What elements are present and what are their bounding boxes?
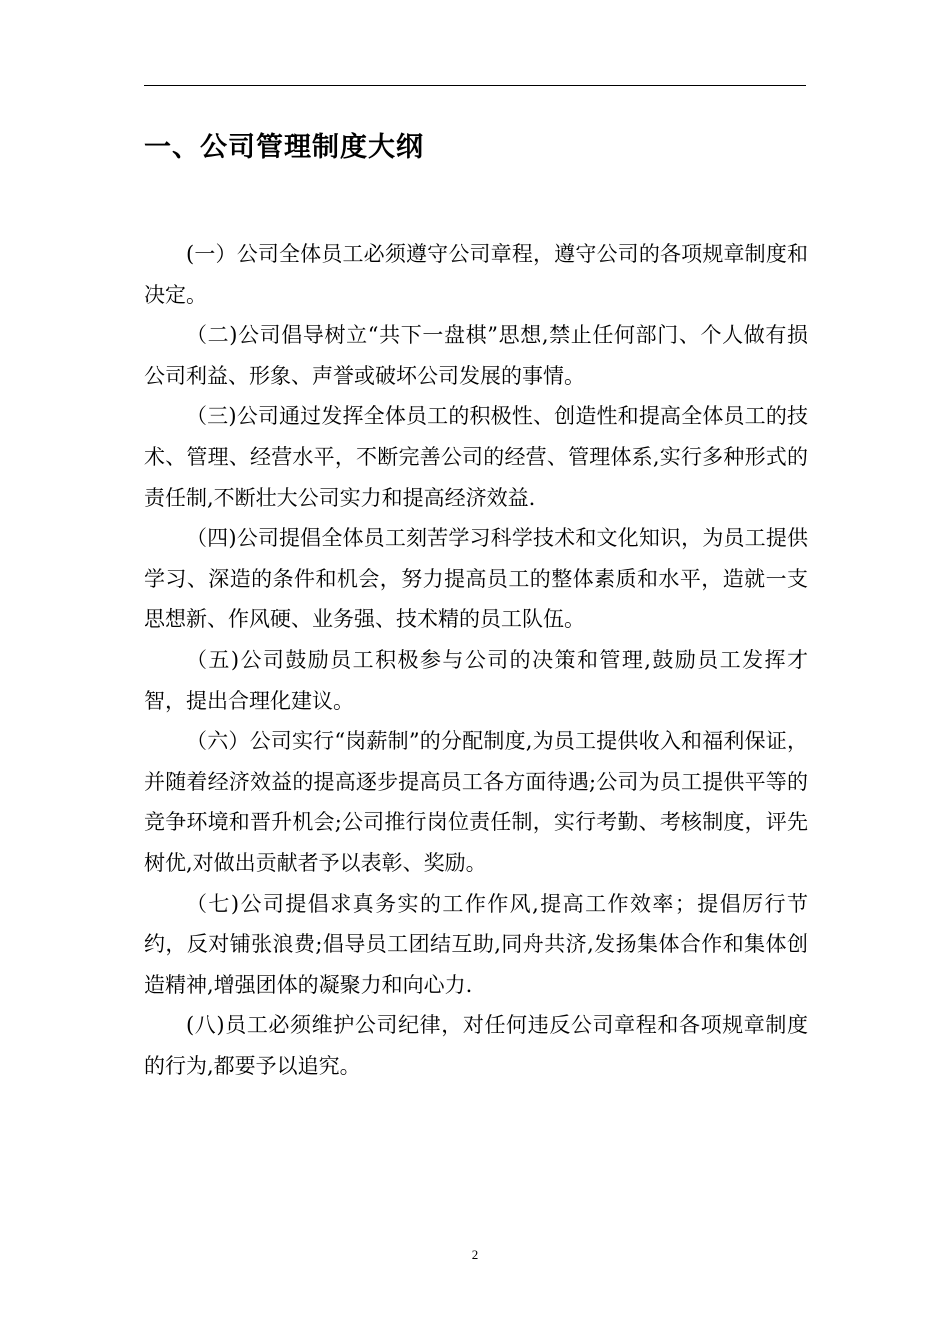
section-heading: 一、公司管理制度大纲 — [144, 132, 424, 163]
body-text — [144, 234, 808, 1086]
paragraph-4: （四)公司提倡全体员工刻苦学习科学技术和文化知识，为员工提供学习、深造的条件和机会，努力提高员工的整体素质和水平，造就一支思想新、作风硬、业务强、技术精的员工队伍。 — [144, 526, 808, 632]
paragraph-5: （五)公司鼓励员工积极参与公司的决策和管理,鼓励员工发挥才智，提出合理化建议。 — [144, 647, 808, 713]
paragraph-1: (一）公司全体员工必须遵守公司章程，遵守公司的各项规章制度和决定。 — [144, 242, 808, 307]
paragraph-2: （二)公司倡导树立“共下一盘棋”思想,禁止任何部门、个人做有损公司利益、形象、声誉或破坏公司发展的事情。 — [144, 323, 808, 388]
paragraph-3: （三)公司通过发挥全体员工的积极性、创造性和提高全体员工的技术、管理、经营水平，不断完善公司的经营、管理体系,实行多种形式的责任制,不断壮大公司实力和提高经济效益. — [144, 404, 808, 510]
paragraph-6: （六）公司实行“岗薪制”的分配制度,为员工提供收入和福利保证，并随着经济效益的提高逐步提高员工各方面待遇;公司为员工提供平等的竞争环境和晋升机会;公司推行岗位责任制，实行考勤、考核制度，评先树优,对做出贡献者予以表彰、奖励。 — [144, 729, 808, 875]
header-rule — [144, 85, 806, 86]
paragraph-8: (八)员工必须维护公司纪律，对任何违反公司章程和各项规章制度的行为,都要予以追究。 — [144, 1013, 808, 1078]
paragraph-7: （七)公司提倡求真务实的工作作风,提高工作效率；提倡厉行节约，反对铺张浪费;倡导员工团结互助,同舟共济,发扬集体合作和集体创造精神,增强团体的凝聚力和向心力. — [144, 891, 808, 997]
page-number: 2 — [471, 1247, 479, 1262]
